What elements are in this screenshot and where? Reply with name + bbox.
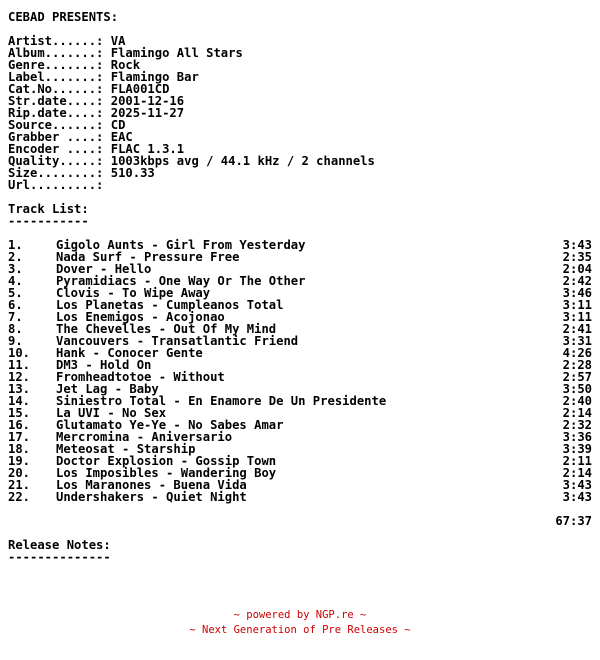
track-title: Hank - Conocer Gente	[56, 346, 203, 360]
total-duration: 67:37	[555, 514, 592, 528]
info-key: Str.date....:	[8, 94, 104, 108]
footer-tagline: ~ Next Generation of Pre Releases ~	[189, 624, 411, 636]
track-title: Undershakers - Quiet Night	[56, 490, 247, 504]
track-duration: 3:31	[562, 334, 592, 348]
info-key: Rip.date....:	[8, 106, 104, 120]
track-number: 16.	[8, 418, 31, 432]
track-title: Los Imposibles - Wandering Boy	[56, 466, 277, 480]
info-value: Flamingo All Stars	[110, 46, 243, 60]
track-number: 5.	[8, 286, 23, 300]
footer-powered-by: ~ powered by NGP.re ~	[233, 609, 367, 621]
track-number: 21.	[8, 478, 31, 492]
track-title: Jet Lag - Baby	[56, 382, 159, 396]
info-value: 510.33	[110, 166, 155, 180]
presents-header: CEBAD PRESENTS:	[8, 10, 119, 24]
track-number: 8.	[8, 322, 23, 336]
track-duration: 2:04	[562, 262, 592, 276]
track-number: 1.	[8, 238, 23, 252]
track-title: Dover - Hello	[56, 262, 152, 276]
track-title: Glutamato Ye-Ye - No Sabes Amar	[56, 418, 284, 432]
track-duration: 3:11	[562, 310, 592, 324]
track-title: Fromheadtotoe - Without	[56, 370, 225, 384]
blank-line	[8, 191, 592, 203]
track-duration: 3:36	[562, 430, 592, 444]
track-duration: 3:39	[562, 442, 592, 456]
info-value: Rock	[110, 58, 141, 72]
track-number: 12.	[8, 370, 31, 384]
info-key: Grabber ....:	[8, 130, 104, 144]
track-number: 9.	[8, 334, 23, 348]
info-key: Genre.......:	[8, 58, 104, 72]
info-key: Label.......:	[8, 70, 104, 84]
track-duration: 3:11	[562, 298, 592, 312]
tracklist-heading: Track List:	[8, 202, 89, 216]
release-notes-heading: Release Notes:	[8, 538, 111, 552]
track-title: La UVI - No Sex	[56, 406, 167, 420]
track-duration: 2:14	[562, 406, 592, 420]
info-key: Size........:	[8, 166, 104, 180]
track-number: 4.	[8, 274, 23, 288]
info-key: Album.......:	[8, 46, 104, 60]
track-title: Nada Surf - Pressure Free	[56, 250, 240, 264]
track-duration: 2:42	[562, 274, 592, 288]
track-title: Siniestro Total - En Enamore De Un Presidente	[56, 394, 387, 408]
track-number: 15.	[8, 406, 31, 420]
track-number: 7.	[8, 310, 23, 324]
info-value: FLA001CD	[110, 82, 170, 96]
info-value: Flamingo Bar	[110, 70, 199, 84]
track-number: 20.	[8, 466, 31, 480]
info-value: FLAC 1.3.1	[110, 142, 185, 156]
release-info-block	[8, 35, 592, 191]
track-title: Clovis - To Wipe Away	[56, 286, 211, 300]
track-duration: 3:50	[562, 382, 592, 396]
track-title: Gigolo Aunts - Girl From Yesterday	[56, 238, 306, 252]
track-duration: 2:35	[562, 250, 592, 264]
track-list	[8, 239, 592, 503]
info-value: 2025-11-27	[110, 106, 185, 120]
info-key: Cat.No......:	[8, 82, 104, 96]
track-duration: 2:32	[562, 418, 592, 432]
tracklist-underline: -----------	[8, 214, 89, 228]
track-title: Los Enemigos - Acojonao	[56, 310, 225, 324]
track-duration: 2:57	[562, 370, 592, 384]
track-duration: 2:40	[562, 394, 592, 408]
info-key: Url.........:	[8, 178, 104, 192]
release-notes-underline: --------------	[8, 550, 111, 564]
track-title: Mercromina - Aniversario	[56, 430, 233, 444]
track-duration: 2:28	[562, 358, 592, 372]
track-number: 13.	[8, 382, 31, 396]
track-number: 11.	[8, 358, 31, 372]
info-row	[8, 179, 592, 191]
info-value: EAC	[110, 130, 133, 144]
track-number: 10.	[8, 346, 31, 360]
track-row	[8, 491, 592, 503]
nfo-document	[8, 11, 592, 563]
track-title: Los Planetas - Cumpleanos Total	[56, 298, 284, 312]
track-duration: 4:26	[562, 346, 592, 360]
track-duration: 3:43	[562, 238, 592, 252]
track-duration: 3:43	[562, 490, 592, 504]
track-number: 6.	[8, 298, 23, 312]
track-duration: 2:11	[562, 454, 592, 468]
track-title: Doctor Explosion - Gossip Town	[56, 454, 277, 468]
track-title: Meteosat - Starship	[56, 442, 196, 456]
info-key: Source......:	[8, 118, 104, 132]
track-title: Pyramidiacs - One Way Or The Other	[56, 274, 306, 288]
info-key: Quality.....:	[8, 154, 104, 168]
info-value: 1003kbps avg / 44.1 kHz / 2 channels	[110, 154, 375, 168]
track-duration: 2:14	[562, 466, 592, 480]
track-title: The Chevelles - Out Of My Mind	[56, 322, 277, 336]
track-number: 17.	[8, 430, 31, 444]
track-duration: 3:46	[562, 286, 592, 300]
info-value: VA	[110, 34, 126, 48]
info-key: Artist......:	[8, 34, 104, 48]
track-number: 2.	[8, 250, 23, 264]
track-title: DM3 - Hold On	[56, 358, 152, 372]
total-duration-row	[8, 515, 592, 527]
track-duration: 3:43	[562, 478, 592, 492]
track-number: 19.	[8, 454, 31, 468]
track-number: 22.	[8, 490, 31, 504]
track-title: Vancouvers - Transatlantic Friend	[56, 334, 299, 348]
track-title: Los Maranones - Buena Vida	[56, 478, 247, 492]
track-number: 3.	[8, 262, 23, 276]
track-number: 18.	[8, 442, 31, 456]
info-value: CD	[110, 118, 126, 132]
track-duration: 2:41	[562, 322, 592, 336]
blank-line	[8, 503, 592, 515]
info-value: 2001-12-16	[110, 94, 185, 108]
info-key: Encoder ....:	[8, 142, 104, 156]
track-number: 14.	[8, 394, 31, 408]
